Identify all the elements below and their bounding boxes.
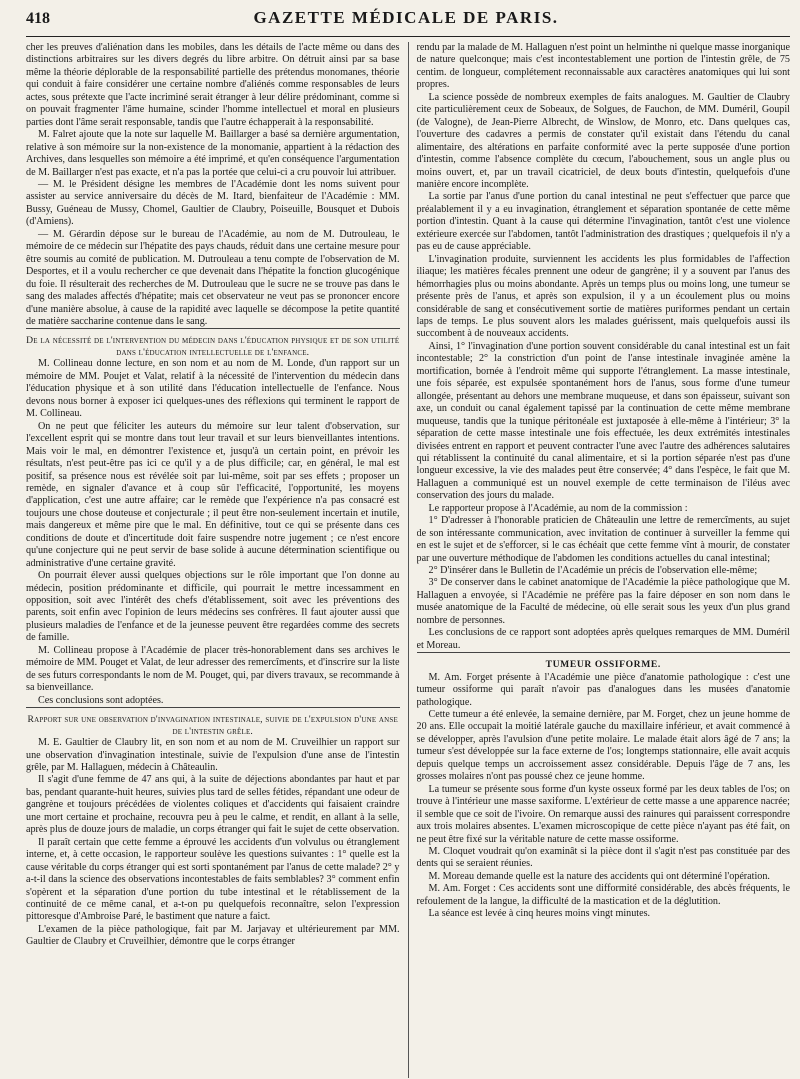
page-header xyxy=(26,8,790,37)
paragraph: Ces conclusions sont adoptées. xyxy=(38,694,164,706)
paragraph: Il paraît certain que cette femme a éprouvé les accidents d'un volvulus ou étranglement interne, et, à cette occasion, le rapporteur soulève les questions suivantes : 1° quelle est la cause véritable du corps étranger qui est sorti spontanément par l'anus de cette malade? 2° y a-t-il dans la science des observations incontestables de faits semblables? 3° comment enfin s'opèrent et la séparation d'une portion du tube intestinal et le rétablissement de la continuité de ce même canal, et a-t-on pu quelquefois reconnaître, selon l'expression pittoresque d'Ambroise Paré, le bastiment que nature a faict. xyxy=(26,836,400,923)
paragraph: On ne peut que féliciter les auteurs du mémoire sur leur talent d'observation, sur l'excellent esprit qui se montre dans tout leur travail et sur leurs bienveillantes intentions. Mais voir le mal, en démontrer l'existence et, jusqu'à un certain point, en prévoir les résultats, n'est peut-être pas ici ce qu'il y a de plus difficile; car, en général, le mal est positif, sa présence nous est révélée soit par lui-même, soit par ses effets ; proposer un remède, en signaler d'avance et à coup sûr l'efficacité, l'opportunité, les moyens d'application, c'est une autre affaire; car le remède que l'expérience n'a pas consacré est toujours une chose douteuse et conjecturale ; il peut être non-seulement incertain et inutile, mais dangereux et même pire que le mal. En définitive, tout ce qui se présente dans ces conditions de doute et d'incertitude doit faire suspendre notre jugement ; ce n'est encore qu'une conjecture qui ne peut servir de base solide à aucune détermination scientifique ou administrative d'une certaine gravité. xyxy=(26,420,400,569)
paragraph: — M. Gérardin dépose sur le bureau de l'Académie, au nom de M. Dutrouleau, le mémoire de ce médecin sur l'hépatite des pays chauds, réduit dans une certaine mesure pour être soumis au comité de publication. M. Dutrouleau a tenu compte de l'observation de M. Desportes, et il a voulu rechercher ce que devenait dans l'hépatite la fonction glucogénique du foie. Il résulterait des recherches de M. Dutrouleau que le sucre ne se trouve pas dans le sang des malades affectés d'hépatite; mais cet observateur ne veut pas se prononcer encore d'une manière absolue, à cause de la rapidité avec laquelle se décompose la petite quantité de matière saccharine contenue dans le sang. xyxy=(26,228,400,327)
columns xyxy=(26,42,790,1078)
paragraph: cher les preuves d'aliénation dans les mobiles, dans les détails de l'acte même ou dans des distinctions arbitraires sur les divers degrés du libre arbitre. On détruit ainsi par sa base même la théorie déplorable de la responsabilité partielle des prétendus monomanes, théorie qui conduit à faire considérer une certaine nombre d'aliénés comme responsables de leurs actes, sous prétexte que l'acte incriminé serait étranger à leur délire prédominant, comme si on pouvait fragmenter l'âme humaine, scinder l'homme intellectuel et moral en plusieurs parties dont l'âme serait responsable, tandis que l'autre échapperait à la responsabilité. xyxy=(26,42,400,128)
closing-line: La séance est levée à cinq heures moins vingt minutes. xyxy=(428,908,651,920)
paragraph: 2° D'insérer dans le Bulletin de l'Académie un précis de l'observation elle-même; xyxy=(428,565,758,577)
paragraph: M. Cloquet voudrait qu'on examinât si la pièce dont il s'agit n'est pas constituée par des dents qui se seraient réunies. xyxy=(416,846,790,870)
paragraph: M. Moreau demande quelle est la nature des accidents qui ont déterminé l'opération. xyxy=(428,870,770,882)
paragraph: Les conclusions de ce rapport sont adoptées après quelques remarques de MM. Duméril et Moreau. xyxy=(416,627,790,651)
paragraph: La tumeur se présente sous forme d'un kyste osseux formé par les deux tables de l'os; on trouve à l'intérieur une masse saxiforme. L'extérieur de cette masse a une apparence nacrée; il semble que ce soit de l'ivoire. On remarque aussi des rainures qui paraissent correspondre aux trois molaires absentes. L'examen microscopique de cette pièce n'ayant pas été fait, on ne peut être fixé sur la véritable nature de cette masse ossiforme. xyxy=(416,783,790,845)
section-heading: Rapport sur une observation d'invagination intestinale, suivie de l'expulsion d'une anse de l'intestin grêle. xyxy=(26,707,400,737)
paragraph: M. Collineau donne lecture, en son nom et au nom de M. Londe, d'un rapport sur un mémoire de MM. Poujet et Valat, relatif à la nécessité de l'intervention du médecin dans l'éducation physique et à son utilité dans l'éducation intellectuelle de l'enfance. Nous devons nous borner à exposer ici quelques-unes des réflexions qui terminent le rapport de M. Collineau. xyxy=(26,358,400,420)
journal-title: GAZETTE MÉDICALE DE PARIS. xyxy=(253,8,559,27)
paragraph: M. Am. Forget : Ces accidents sont une difformité considérable, des abcès fréquents, le refoulement de la langue, la difficulté de la mastication et de la déglutition. xyxy=(416,883,790,907)
section-heading: De la nécessité de l'intervention du médecin dans l'éducation physique et de son utilité dans l'éducation intellectuelle de l'enfance. xyxy=(26,328,400,358)
paragraph: Le rapporteur propose à l'Académie, au nom de la commission : xyxy=(428,502,688,514)
column-rule xyxy=(408,42,409,1078)
paragraph: 3° De conserver dans le cabinet anatomique de l'Académie la pièce pathologique que M. Hallaguen a envoyée, si l'Académie ne préfère pas la faire déposer en son nom dans le musée anatomique de la Faculté de médecine, où elle serait sous les yeux d'un plus grand nombre de personnes. xyxy=(416,577,790,626)
right-column xyxy=(417,42,791,1078)
paragraph: M. Collineau propose à l'Académie de placer très-honorablement dans ses archives le mémoire de MM. Pouget et Valat, de leur adresser des remercîments, et d'inscrire sur la liste de ses futurs correspondants le nom de M. Pouget, qui, par divers travaux, se recommande à sa bienveillance. xyxy=(26,644,400,694)
paragraph: La science possède de nombreux exemples de faits analogues. M. Gaultier de Claubry cite particulièrement ceux de Sobeaux, de Solgues, de Fauchon, de MM. Duméril, Goupil (de Valogne), de Jean-Pierre Albrecht, de Winslow, de Monro, etc. Dans quelques cas, l'ouverture des cadavres a permis de constater qu'il existait dans l'étendu du canal alimentaire, des altérations en parfaite conformité avec la perte supposée d'une portion d'intestin, comme l'absence complète du cœcum, l'abouchement, sous un angle plus ou moins ouvert, et, par un travail cicatriciel, de deux bouts d'intestin, quelquefois d'une manière encore incomplète. xyxy=(416,91,790,190)
paragraph: 1° D'adresser à l'honorable praticien de Châteaulin une lettre de remercîments, au sujet de son intéressante communication, avec invitation de continuer à surveiller la femme qui en est le sujet et de s'efforcer, si le cas échéait que cette femme vînt à mourir, de constater par une ouverture méthodique de l'abdomen les conditions actuelles du canal intestinal; xyxy=(416,515,790,564)
paragraph: M. E. Gaultier de Claubry lit, en son nom et au nom de M. Cruveilhier un rapport sur une observation d'invagination intestinale, suivie de l'expulsion d'une anse de l'intestin grêle, par M. Hallaguen, médecin à Châteaulin. xyxy=(26,737,400,774)
paragraph: Ainsi, 1° l'invagination d'une portion souvent considérable du canal intestinal est un fait incontestable; 2° la constriction d'un point de l'anse intestinale invaginée amène la mortification, bornée à l'endroit même qui supporte l'étranglement. La masse intestinale, une fois séparée, est expulsée spontanément hors de l'anus, sous forme d'une tumeur allongée, présentant au dehors une membrane muqueuse, et dans son épaisseur, suivant son axe, un conduit ou canal également tapissé par la continuation de cette même membrane muqueuse, tandis que la tunique péritonéale est juxtaposée à elle-même à l'intérieur; 3° la séparation de cette masse intestinale une fois effectuée, les deux extrémités intestinales divisées entrent en rapport et peuvent contracter l'une avec l'autre des adhérences salutaires qui rétablissent la continuité du canal alimentaire, et si la portion séparée n'est pas d'une longueur excessive, la vie des malades peut être conservée; 4° dans l'espèce, le fait que M. Hallaguen a communiqué est un nouvel exemple de cette terminaison de l'iléus avec conservation des jours du malade. xyxy=(416,340,790,502)
left-column xyxy=(26,42,400,1078)
paragraph: rendu par la malade de M. Hallaguen n'est point un helminthe ni quelque masse inorganique de nature quelconque; mais c'est incontestablement une portion de l'intestin grêle, de 75 centim. de longueur, complétement reconnaissable aux caractères anatomiques qui lui sont propres. xyxy=(416,42,790,91)
paragraph: Il s'agit d'une femme de 47 ans qui, à la suite de déjections abondantes par haut et par bas, pendant quarante-huit heures, suivies plus tard de selles fétides, répandant une odeur de gangrène et toujours précédées de violentes coliques et d'accidents qui faisaient craindre une mort certaine et prochaine, recouvra peu à peu le calme, et rendit, en allant à la selle, après plus de douze jours de maladie, un corps étranger qui fait le sujet de cette observation. xyxy=(26,774,400,836)
paragraph: — M. le Président désigne les membres de l'Académie dont les noms suivent pour assister au service anniversaire du décès de M. Itard, bienfaiteur de l'Académie : MM. Bussy, Guéneau de Mussy, Chomel, Gaultier de Claubry, Poiseuille, Bousquet et Dubois (d'Amiens). xyxy=(26,178,400,228)
paragraph: M. Am. Forget présente à l'Académie une pièce d'anatomie pathologique : c'est une tumeur ossiforme qui paraît n'avoir pas d'analogues dans les musées d'anatomie pathologique. xyxy=(416,671,790,708)
page-number: 418 xyxy=(26,10,50,27)
paragraph: On pourrait élever aussi quelques objections sur le rôle important que l'on donne au médecin, position prédominante et difficile, qui pourrait le mettre incessamment en opposition, soit avec l'intérêt des chefs d'établissement, soit avec les préventions des parents, soit enfin avec l'opinion de leurs médecins ses confrères. Il faut ajouter aussi que plusieurs maladies de l'enfance et de la jeunesse peuvent être regardées comme des secrets de famille. xyxy=(26,570,400,644)
paragraph: M. Falret ajoute que la note sur laquelle M. Baillarger a basé sa dernière argumentation, relative à son mémoire sur la non-existence de la monomanie, appartient à la rédaction des Archives, dans lesquelles son mémoire a été imprimé, et qu'en conséquence l'argumentation de M. Baillarger n'est pas exacte, et n'a pas la portée que celui-ci a cru pouvoir lui attribuer. xyxy=(26,129,400,178)
paragraph: L'invagination produite, surviennent les accidents les plus formidables de l'affection iliaque; les matières fécales prennent une odeur de gangrène; il y a souvent par l'anus des hémorrhagies plus ou moins abondante. Après un temps plus ou moins long, une tumeur se présente près de l'anus, et après son expulsion, il y a un écoulement plus ou moins considérable de sang et consécutivement sortie de matières puriformes pendant un certain laps de temps. Le plus souvent alors les malades guérissent, mais quelquefois aussi ils succombent à de nouveaux accidents. xyxy=(416,253,790,340)
paragraph: La sortie par l'anus d'une portion du canal intestinal ne peut s'effectuer que parce que préalablement il y a eu invagination, étranglement et séparation spontanée de cette même portion d'intestin. Quant à la cause qui détermine l'invagination, tantôt c'est une violence extérieure exercée sur l'abdomen, tantôt l'administration des drastiques ; quelquefois il n'y a pas eu de cause appréciable. xyxy=(416,191,790,253)
section-heading: TUMEUR OSSIFORME. xyxy=(417,652,791,671)
paragraph: L'examen de la pièce pathologique, fait par M. Jarjavay et ultérieurement par MM. Gaultier de Claubry et Cruveilhier, démontre que le corps étranger xyxy=(26,923,400,948)
paragraph: Cette tumeur a été enlevée, la semaine dernière, par M. Forget, chez un jeune homme de 20 ans. Elle occupait la moitié latérale gauche du maxillaire inférieur, et avait commencé à se développer, après l'avulsion d'une petite molaire. Le malade était alors âgé de 7 ans; la tumeur s'est développée sur la face externe de l'os; longtemps stationnaire, elle avait acquis depuis quelque temps un accroissement assez considérable. Depuis l'âge de 7 ans, les grosses molaires n'ont pas poussé chez ce jeune homme. xyxy=(416,709,790,783)
